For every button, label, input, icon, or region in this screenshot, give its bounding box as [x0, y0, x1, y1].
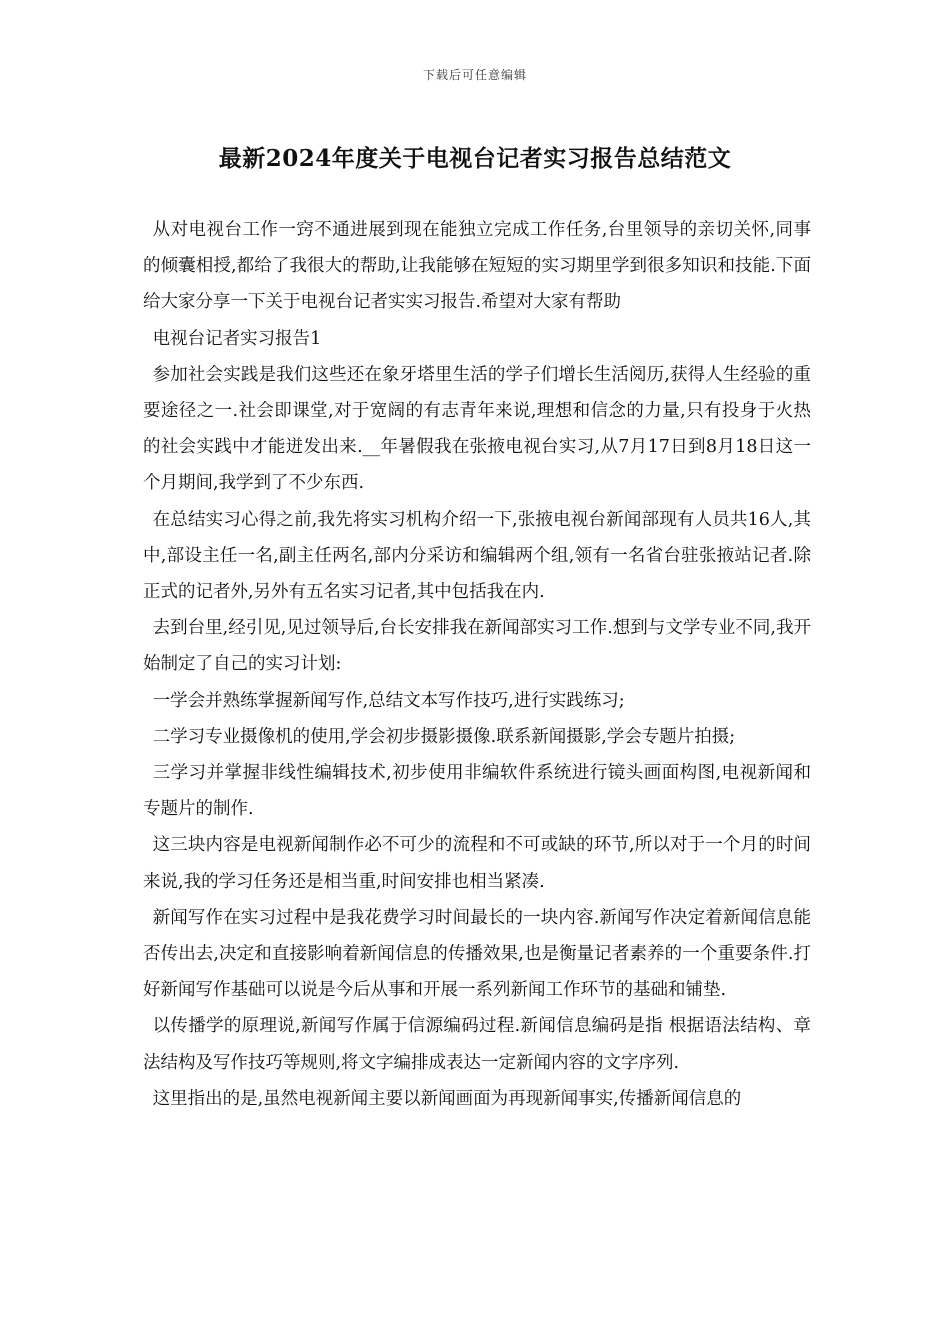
paragraph: 在总结实习心得之前,我先将实习机构介绍一下,张掖电视台新闻部现有人员共16人,其中,部设主任一名,副主任两名,部内分采访和编辑两个组,领有一名省台驻张掖站记者.除正式的记者外,另外有五名实习记者,其中包括我在内. — [143, 509, 811, 603]
paragraph: 参加社会实践是我们这些还在象牙塔里生活的学子们增长生活阅历,获得人生经验的重要途径之一.社会即课堂,对于宽阔的有志青年来说,理想和信念的力量,只有投身于火热的社会实践中才能迸发出来.__年暑假我在张掖电视台实习,从7月17日到8月18日这一个月期间,我学到了不少东西. — [143, 364, 811, 494]
document-title: 最新2024年度关于电视台记者实习报告总结范文 — [218, 145, 732, 172]
paragraph: 新闻写作在实习过程中是我花费学习时间最长的一块内容.新闻写作决定着新闻信息能否传出去,决定和直接影响着新闻信息的传播效果,也是衡量记者素养的一个重要条件.打好新闻写作基础可以说是今后从事和开展一系列新闻工作环节的基础和铺垫. — [143, 907, 811, 1001]
plan-item: 三学习并掌握非线性编辑技术,初步使用非编软件系统进行镜头画面构图,电视新闻和专题片的制作. — [143, 763, 811, 820]
paragraph: 这里指出的是,虽然电视新闻主要以新闻画面为再现新闻事实,传播新闻信息的 — [152, 1088, 742, 1109]
plan-item: 一学会并熟练掌握新闻写作,总结文本写作技巧,进行实践练习; — [152, 690, 625, 711]
plan-item: 二学习专业摄像机的使用,学会初步摄影摄像.联系新闻摄影,学会专题片拍摄; — [152, 726, 736, 747]
paragraph-intro: 从对电视台工作一窍不通进展到现在能独立完成工作任务,台里领导的亲切关怀,同事的倾囊相授,都给了我很大的帮助,让我能够在短短的实习期里学到很多知识和技能.下面给大家分享一下关于电视台记者实实习报告.希望对大家有帮助 — [143, 220, 811, 313]
paragraph: 去到台里,经引见,见过领导后,台长安排我在新闻部实习工作.想到与文学专业不同,我开始制定了自己的实习计划: — [143, 618, 811, 675]
document-body — [143, 212, 811, 1117]
header-note: 下载后可任意编辑 — [422, 68, 527, 82]
section-heading: 电视台记者实习报告1 — [152, 328, 322, 349]
paragraph: 以传播学的原理说,新闻写作属于信源编码过程.新闻信息编码是指 根据语法结构、章法结构及写作技巧等规则,将文字编排成表达一定新闻内容的文字序列. — [143, 1016, 811, 1073]
paragraph: 这三块内容是电视新闻制作必不可少的流程和不可或缺的环节,所以对于一个月的时间来说,我的学习任务还是相当重,时间安排也相当紧凑. — [143, 835, 811, 892]
